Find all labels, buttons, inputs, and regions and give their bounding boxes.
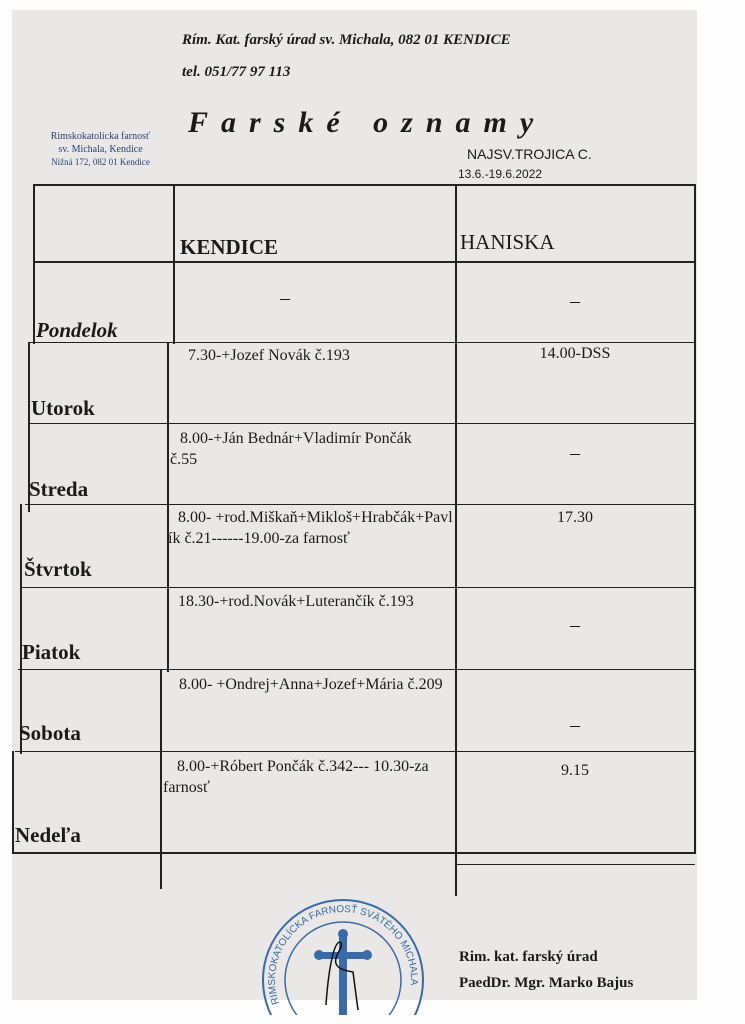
day-label: Streda xyxy=(29,477,89,501)
kendice-cell: 8.00-+Ján Bednár+Vladimír Pončák č.55 xyxy=(170,430,412,468)
office-phone: tel. 051/77 97 113 xyxy=(182,64,291,80)
parish-info xyxy=(28,130,173,169)
parish-stamp xyxy=(258,880,428,1015)
feast-label: NAJSV.TROJICA C. xyxy=(467,146,592,162)
signature-block xyxy=(459,944,633,996)
haniska-cell: 9.15 xyxy=(561,762,589,779)
kendice-cell: 7.30-+Jozef Novák č.193 xyxy=(188,347,350,364)
kendice-cell: – xyxy=(280,287,290,309)
week-dates: 13.6.-19.6.2022 xyxy=(458,167,543,181)
column-header-haniska: HANISKA xyxy=(460,230,555,254)
parish-name: Rimskokatolícka farnosť xyxy=(50,131,151,142)
haniska-cell: 14.00-DSS xyxy=(539,345,611,362)
day-label: Sobota xyxy=(19,721,81,745)
signature-name: PaedDr. Mgr. Marko Bajus xyxy=(459,975,634,991)
parish-address: Nižná 172, 082 01 Kendice xyxy=(51,157,150,167)
haniska-cell: – xyxy=(570,614,580,636)
day-label: Nedeľa xyxy=(15,823,81,847)
column-header-kendice: KENDICE xyxy=(180,235,279,259)
kendice-cell: 18.30-+rod.Novák+Luterančík č.193 xyxy=(178,593,414,610)
day-label: Štvrtok xyxy=(24,557,92,581)
stamp-text: RIMSKOKATOLÍCKA FARNOSŤ SVÄTÉHO MICHALA xyxy=(266,903,420,1006)
haniska-cell: 17.30 xyxy=(557,509,593,526)
page-title: Farské oznamy xyxy=(188,106,547,139)
office-address: Rím. Kat. farský úrad sv. Michala, 082 01 KENDICE xyxy=(182,32,511,48)
signature-office: Rim. kat. farský úrad xyxy=(459,949,598,965)
kendice-cell: 8.00- +Ondrej+Anna+Jozef+Mária č.209 xyxy=(179,676,443,693)
haniska-cell: – xyxy=(570,714,580,736)
kendice-cell: 8.00-+Róbert Pončák č.342--- 10.30-za farnosť xyxy=(163,758,429,796)
kendice-cell: 8.00- +rod.Miškaň+Mikloš+Hrabčák+Pavlík č.21------19.00-za farnosť xyxy=(168,509,453,547)
haniska-cell: – xyxy=(570,442,580,464)
haniska-cell: – xyxy=(570,290,580,312)
day-label: Pondelok xyxy=(36,318,118,342)
day-label: Piatok xyxy=(22,640,81,664)
parish-subname: sv. Michala, Kendice xyxy=(58,144,143,155)
day-label: Utorok xyxy=(31,396,95,420)
cross-icon xyxy=(314,929,372,1015)
